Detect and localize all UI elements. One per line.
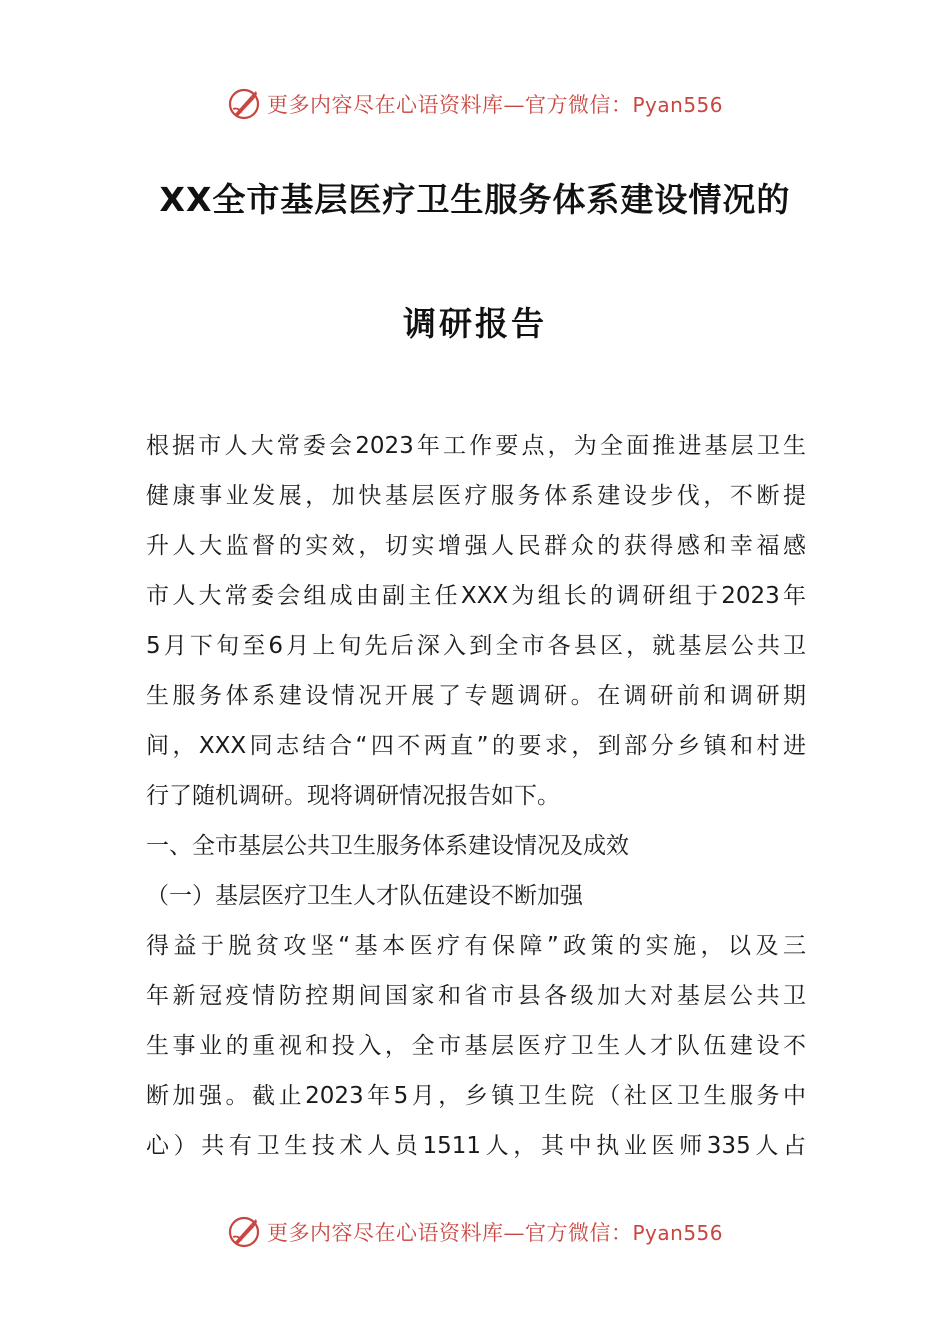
watermark-text: 更多内容尽在心语资料库—官方微信： bbox=[266, 1221, 633, 1245]
body-line: 行了随机调研。现将调研情况报告如下。 bbox=[146, 783, 560, 809]
document-body bbox=[146, 428, 806, 1178]
document-title-line-2: 调研报告 bbox=[403, 304, 547, 343]
body-line: 断加强。截止2023年5月，乡镇卫生院（社区卫生服务中 bbox=[146, 1083, 806, 1109]
watermark-account: Pyan556 bbox=[632, 93, 723, 117]
body-line: 健康事业发展，加快基层医疗服务体系建设步伐，不断提 bbox=[146, 483, 806, 509]
quill-pen-logo-icon bbox=[227, 87, 261, 121]
body-line: 间，XXX同志结合“四不两直”的要求，到部分乡镇和村进 bbox=[146, 733, 806, 759]
body-line: 得益于脱贫攻坚“基本医疗有保障”政策的实施，以及三 bbox=[146, 933, 806, 959]
section-heading: 一、全市基层公共卫生服务体系建设情况及成效 bbox=[146, 833, 629, 859]
body-line: 5月下旬至6月上旬先后深入到全市各县区，就基层公共卫 bbox=[146, 633, 806, 659]
document-title-line-1: XX全市基层医疗卫生服务体系建设情况的 bbox=[159, 180, 791, 219]
body-line: 根据市人大常委会2023年工作要点，为全面推进基层卫生 bbox=[146, 433, 806, 459]
body-line: 市人大常委会组成由副主任XXX为组长的调研组于2023年 bbox=[146, 583, 806, 609]
watermark-text: 更多内容尽在心语资料库—官方微信： bbox=[266, 93, 633, 117]
footer-watermark bbox=[0, 1212, 950, 1252]
quill-pen-logo-icon bbox=[227, 1215, 261, 1249]
header-watermark bbox=[0, 84, 950, 124]
body-line: 生服务体系建设情况开展了专题调研。在调研前和调研期 bbox=[146, 683, 806, 709]
watermark-account: Pyan556 bbox=[632, 1221, 723, 1245]
body-line: 生事业的重视和投入，全市基层医疗卫生人才队伍建设不 bbox=[146, 1033, 806, 1059]
subsection-heading: （一）基层医疗卫生人才队伍建设不断加强 bbox=[146, 883, 583, 909]
body-line: 升人大监督的实效，切实增强人民群众的获得感和幸福感 bbox=[146, 533, 806, 559]
body-line: 年新冠疫情防控期间国家和省市县各级加大对基层公共卫 bbox=[146, 983, 806, 1009]
body-line: 心）共有卫生技术人员1511人，其中执业医师335人占 bbox=[146, 1133, 806, 1159]
